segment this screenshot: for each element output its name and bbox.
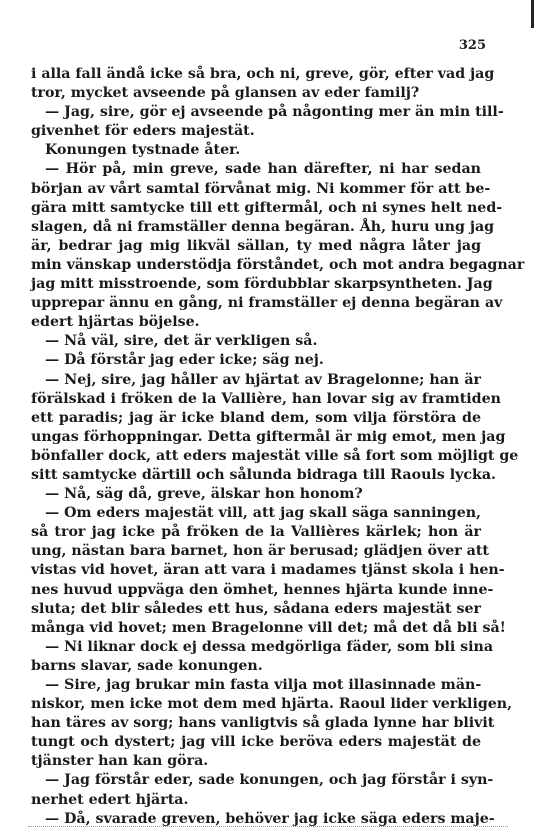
text-line: nerhet edert hjärta. xyxy=(31,791,189,808)
text-line: — Ni liknar dock ej dessa medgörliga fäder, som bli sina xyxy=(45,638,494,655)
text-line: niskor, men icke mot dem med hjärta. Raoul lider verkligen, xyxy=(31,696,513,713)
text-line: slagen, då ni framställer denna begäran. Åh, huru ung jag xyxy=(31,218,495,235)
text-line: min vänskap understödja förståndet, och mot andra begagnar xyxy=(31,256,525,273)
text-line: nes huvud uppväga den ömhet, hennes hjärta kunde inne- xyxy=(31,581,494,598)
text-line: ett paradis; jag är icke bland dem, som vilja förstöra de xyxy=(31,409,481,426)
text-line: upprepar ännu en gång, ni framställer ej denna begäran av xyxy=(31,295,503,312)
text-line: är, bedrar jag mig likväl sällan, ty med några låter jag xyxy=(31,237,481,254)
text-line: Konungen tystnade åter. xyxy=(45,142,241,159)
text-line: — Sire, jag brukar min fasta vilja mot illasinnade män- xyxy=(45,677,482,693)
text-line: ungas förhoppningar. Detta giftermål är mig emot, men jag xyxy=(31,428,506,445)
text-line: bönfaller dock, att eders majestät ville så fort som möjligt ge xyxy=(31,447,519,464)
text-line: — Då förstår jag eder icke; säg nej. xyxy=(45,352,324,369)
page-edge-mark xyxy=(531,0,534,28)
text-line: tungt och dystert; jag vill icke beröva eders majestät de xyxy=(31,734,481,751)
text-line: — Nå väl, sire, det är verkligen så. xyxy=(45,333,318,350)
text-line: — Hör på, min greve, sade han därefter, ni har sedan xyxy=(45,161,481,178)
page-number: 325 xyxy=(458,38,486,53)
body-text xyxy=(31,65,525,829)
text-line: — Om eders majestät vill, att jag skall säga sanningen, xyxy=(45,505,481,522)
footer-rule xyxy=(28,826,508,828)
text-line: tror, mycket avseende på glansen av eder familj? xyxy=(31,85,420,102)
text-line: sitt samtycke därtill och sålunda bidraga till Raouls lycka. xyxy=(31,466,496,483)
text-line: vistas vid hovet, äran att vara i madames tjänst skola i hen- xyxy=(31,562,505,579)
text-line: så tror jag icke på fröken de la Vallières kärlek; hon är xyxy=(31,524,481,541)
text-line: i alla fall ändå icke så bra, och ni, greve, gör, efter vad jag xyxy=(31,66,495,82)
text-line: början av vårt samtal förvånat mig. Ni kommer för att be- xyxy=(31,180,491,197)
text-line: — Nej, sire, jag håller av hjärtat av Bragelonne; han är xyxy=(45,371,481,388)
text-line: — Nå, säg då, greve, älskar hon honom? xyxy=(45,486,363,503)
text-line: givenhet för eders majestät. xyxy=(31,123,255,140)
text-line: ung, nästan bara barnet, hon är berusad; glädjen över att xyxy=(31,543,489,560)
text-line: — Jag förstår eder, sade konungen, och jag förstår i syn- xyxy=(45,772,494,789)
text-line: edert hjärtas böjelse. xyxy=(31,314,200,331)
text-line: — Då, svarade greven, behöver jag icke säga eders maje- xyxy=(45,810,495,827)
text-line: gära mitt samtycke till ett giftermål, och ni synes helt ned- xyxy=(31,199,503,216)
text-line: — Jag, sire, gör ej avseende på någonting mer än min till- xyxy=(45,104,504,121)
text-line: jag mitt misstroende, som fördubblar skarpsyntheten. Jag xyxy=(31,276,493,293)
text-line: han täres av sorg; hans vanligtvis så glada lynne har blivit xyxy=(31,715,495,732)
text-line: förälskad i fröken de la Vallière, han lovar sig av framtiden xyxy=(31,390,501,407)
text-line: många vid hovet; men Bragelonne vill det; må det då bli så! xyxy=(31,619,506,636)
text-line: tjänster han kan göra. xyxy=(31,753,209,770)
text-line: barns slavar, sade konungen. xyxy=(31,657,263,674)
text-line: sluta; det blir således ett hus, sådana eders majestät ser xyxy=(31,600,481,617)
